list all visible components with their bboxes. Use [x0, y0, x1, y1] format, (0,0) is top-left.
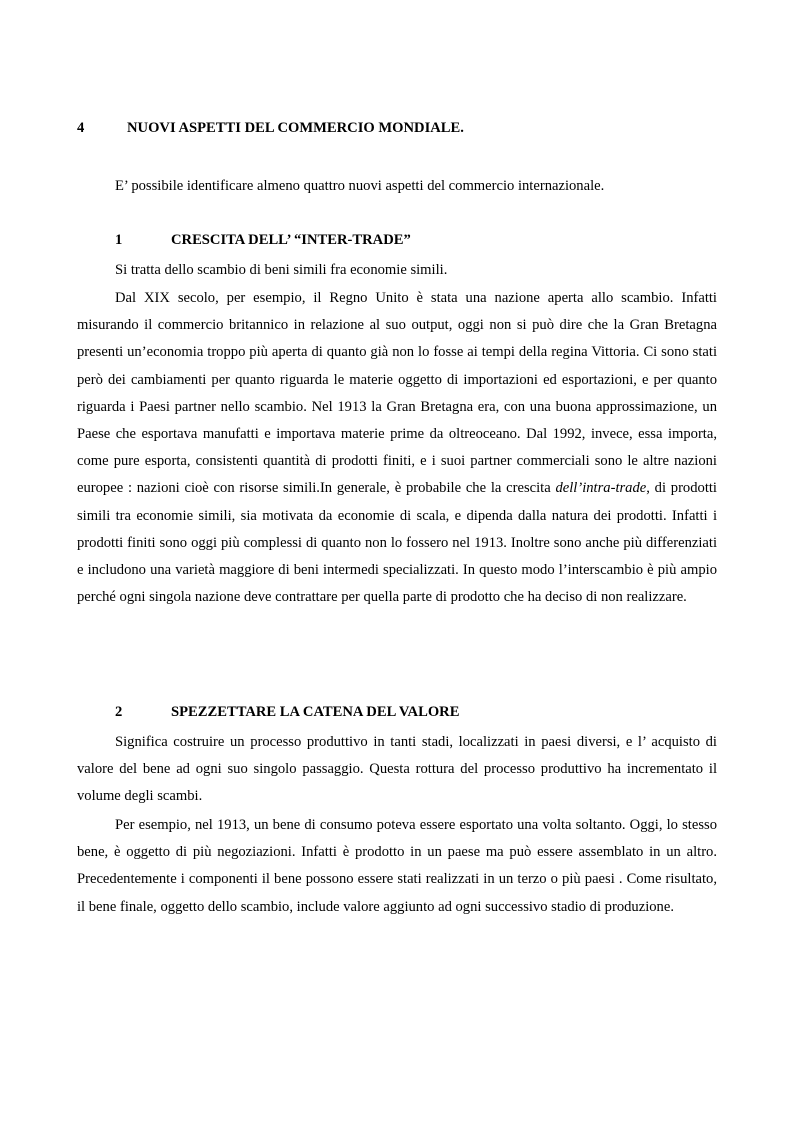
- subsection-2-paragraph-1: [77, 729, 717, 811]
- subsection-1-p2-text-a: Dal XIX secolo, per esempio, il Regno Unito è stata una nazione aperta allo scambio. Infatti misurando il commercio britannico in relazione al suo output, oggi non si può dire che la Gran Bretagna presenti un’economia troppo più aperta di quanto già non lo fosse ai tempi della regina Vittoria. Ci sono stati però dei cambiamenti per quanto riguarda le materie oggetto di importazioni ed esportazioni, e per quanto riguarda i Paesi partner nello scambio. Nel 1913 la Gran Bretagna era, con una buona approssimazione, un Paese che esportava manufatti e importava materie prime da oltreoceano. Dal 1992, invece, essa importa, come pure esporta, consistenti quantità di prodotti finiti, e i suoi partner commerciali sono le altre nazioni europee : nazioni cioè con risorse simili.In generale, è probabile che la crescita: [77, 290, 717, 497]
- subsection-1-p2-text-b: , di prodotti simili tra economie simili, sia motivata da economie di scala, e dipenda dalla natura dei prodotti. Infatti i prodotti finiti sono oggi più complessi di quanto non lo fossero nel 1913. Inoltre sono anche più differenziati e includono una varietà maggiore di beni intermedi specializzati. In questo modo l’interscambio è più ampio perché ogni singola nazione deve contrattare per quella parte di prodotto che ha deciso di non realizzare.: [77, 480, 717, 606]
- section-heading: [77, 120, 717, 140]
- subsection-2-number: 2: [115, 704, 123, 720]
- intro-paragraph: [115, 173, 725, 200]
- subsection-2-p1-text: Significa costruire un processo produttivo in tanti stadi, localizzati in paesi diversi, e l’ acquisto di valore del bene ad ogni suo singolo passaggio. Questa rottura del processo produttivo ha incrementato il volume degli scambi.: [77, 734, 717, 805]
- subsection-2-heading: [115, 704, 715, 724]
- subsection-1-title: CRESCITA DELL’ “INTER-TRADE”: [171, 232, 411, 248]
- intra-trade-term: dell’intra-trade: [555, 480, 647, 497]
- intro-text: E’ possibile identificare almeno quattro nuovi aspetti del commercio internazionale.: [115, 178, 605, 194]
- section-title: NUOVI ASPETTI DEL COMMERCIO MONDIALE.: [127, 120, 464, 136]
- subsection-1-paragraph-2: [77, 285, 717, 611]
- subsection-2-title: SPEZZETTARE LA CATENA DEL VALORE: [171, 704, 460, 720]
- subsection-1-heading: [115, 232, 715, 252]
- subsection-1-number: 1: [115, 232, 123, 248]
- subsection-1-paragraph-1: [77, 257, 717, 284]
- subsection-1-p1-text: Si tratta dello scambio di beni simili fra economie simili.: [115, 262, 448, 278]
- section-number: 4: [77, 120, 85, 136]
- subsection-2-p2-text: Per esempio, nel 1913, un bene di consumo poteva essere esportato una volta soltanto. Oggi, lo stesso bene, è oggetto di più negoziazioni. Infatti è prodotto in un paese ma può essere assemblato in un altro. Precedentemente i componenti il bene possono essere stati realizzati in un terzo o più paesi . Come risultato, il bene finale, oggetto dello scambio, include valore aggiunto ad ogni successivo stadio di produzione.: [77, 817, 717, 915]
- subsection-2-paragraph-2: [77, 812, 717, 921]
